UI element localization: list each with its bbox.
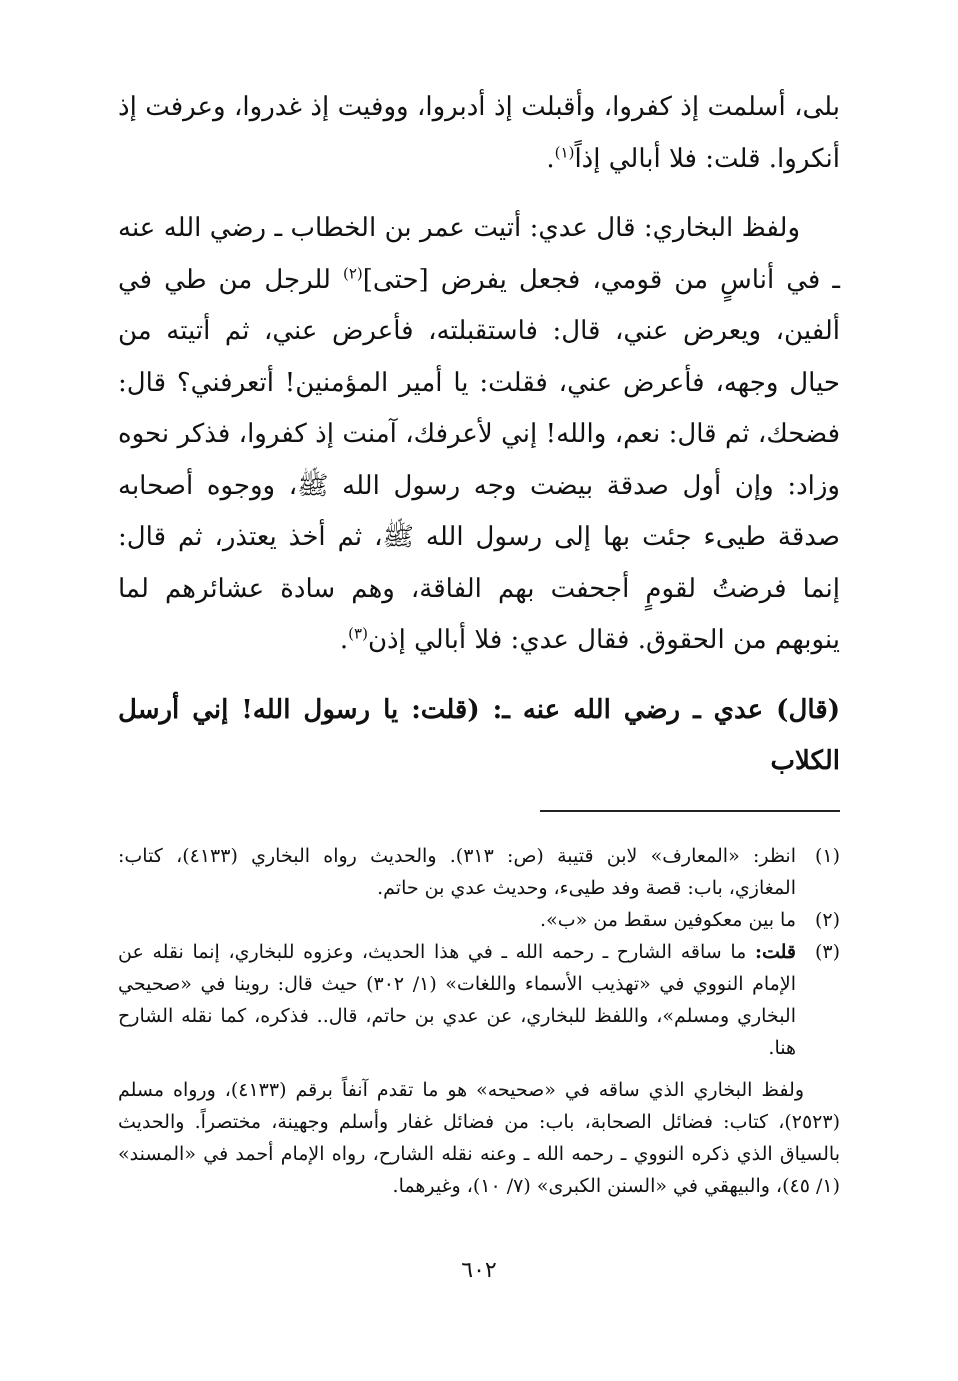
- main-text: [118, 82, 840, 788]
- footnotes: [118, 840, 840, 1202]
- paragraph-3-bold: (قال) عدي ـ رضي الله عنه ـ: (قلت: يا رسول الله! إني أرسل الكلاب: [118, 694, 840, 776]
- footnote-3-lead: قلت:: [754, 940, 796, 963]
- footnote-3-body: [118, 936, 796, 1064]
- footnote-2-text: ما بين معكوفين سقط من «ب».: [540, 908, 796, 931]
- paragraph-2-text-a: ولفظ البخاري: قال عدي: أتيت عمر بن الخطاب ـ رضي الله عنه ـ في أناسٍ من قومي، فجعل يفرض [حتى]: [118, 213, 840, 295]
- page-content: [118, 82, 840, 1202]
- footnote-continuation: ولفظ البخاري الذي ساقه في «صحيحه» هو ما تقدم آنفاً برقم (٤١٣٣)، ورواه مسلم (٢٥٢٣)، كتاب: فضائل الصحابة، باب: من فضائل غفار وأسلم وجهينة، مختصراً. والحديث بالسياق الذي ذكره النووي ـ رحمه الله ـ وعنه نقله الشارح، رواه الإمام أحمد في «المسند» (١/ ٤٥)، والبيهقي في «السنن الكبرى» (٧/ ١٠)، وغيرهما.: [118, 1078, 840, 1197]
- paragraph-1-end: .: [546, 143, 555, 174]
- footnote-ref-2: (٢): [343, 263, 363, 282]
- footnote-3-text: ما ساقه الشارح ـ رحمه الله ـ في هذا الحديث، وعزوه للبخاري، إنما نقله عن الإمام النووي في «تهذيب الأسماء واللغات» (١/ ٣٠٢) حيث قال: روينا في «صحيحي البخاري ومسلم»، واللفظ للبخاري، عن عدي بن حاتم، قال.. فذكره، كما نقله الشارح هنا.: [118, 940, 796, 1059]
- footnote-2-number: (٢): [814, 908, 840, 931]
- paragraph-1-text: بلى، أسلمت إذ كفروا، وأقبلت إذ أدبروا، ووفيت إذ غدروا، وعرفت إذ أنكروا. قلت: فلا أبالي إذاً: [118, 92, 840, 174]
- paragraph-1: [118, 82, 840, 185]
- footnote-separator: [540, 810, 840, 812]
- footnote-1-number: (١): [814, 844, 840, 867]
- page-number: ٦٠٢: [461, 1258, 497, 1283]
- footnote-ref-1: (١): [554, 142, 575, 161]
- footnote-ref-3: (٣): [348, 624, 368, 643]
- footnote-3-number: (٣): [814, 940, 840, 963]
- footnote-1: [118, 840, 840, 904]
- paragraph-2-text-b: للرجل من طي في ألفين، ويعرض عني، قال: فاستقبلته، فأعرض عني، ثم أتيته من حيال وجهه، فأعرض عني، فقلت: يا أمير المؤمنين! أتعرفني؟ قال: فضحك، ثم قال: نعم، والله! إني لأعرفك، آمنت إذ كفروا، فذكر نحوه وزاد: وإن أول صدقة بيضت وجه رسول الله ﷺ، ووجوه أصحابه صدقة طيىء جئت بها إلى رسول الله ﷺ، ثم أخذ يعتذر، ثم قال: إنما فرضتُ لقومٍ أجحفت بهم الفاقة، وهم سادة عشائرهم لما ينوبهم من الحقوق. فقال عدي: فلا أبالي إذن: [118, 264, 841, 655]
- footnote-1-text: انظر: «المعارف» لابن قتيبة (ص: ٣١٣). والحديث رواه البخاري (٤١٣٣)، كتاب: المغازي، باب: قصة وفد طيىء، وحديث عدي بن حاتم.: [118, 844, 796, 899]
- footnote-3: [118, 936, 840, 1064]
- paragraph-2: [118, 203, 840, 667]
- footnote-2: [118, 904, 840, 936]
- paragraph-2-end: .: [339, 625, 349, 655]
